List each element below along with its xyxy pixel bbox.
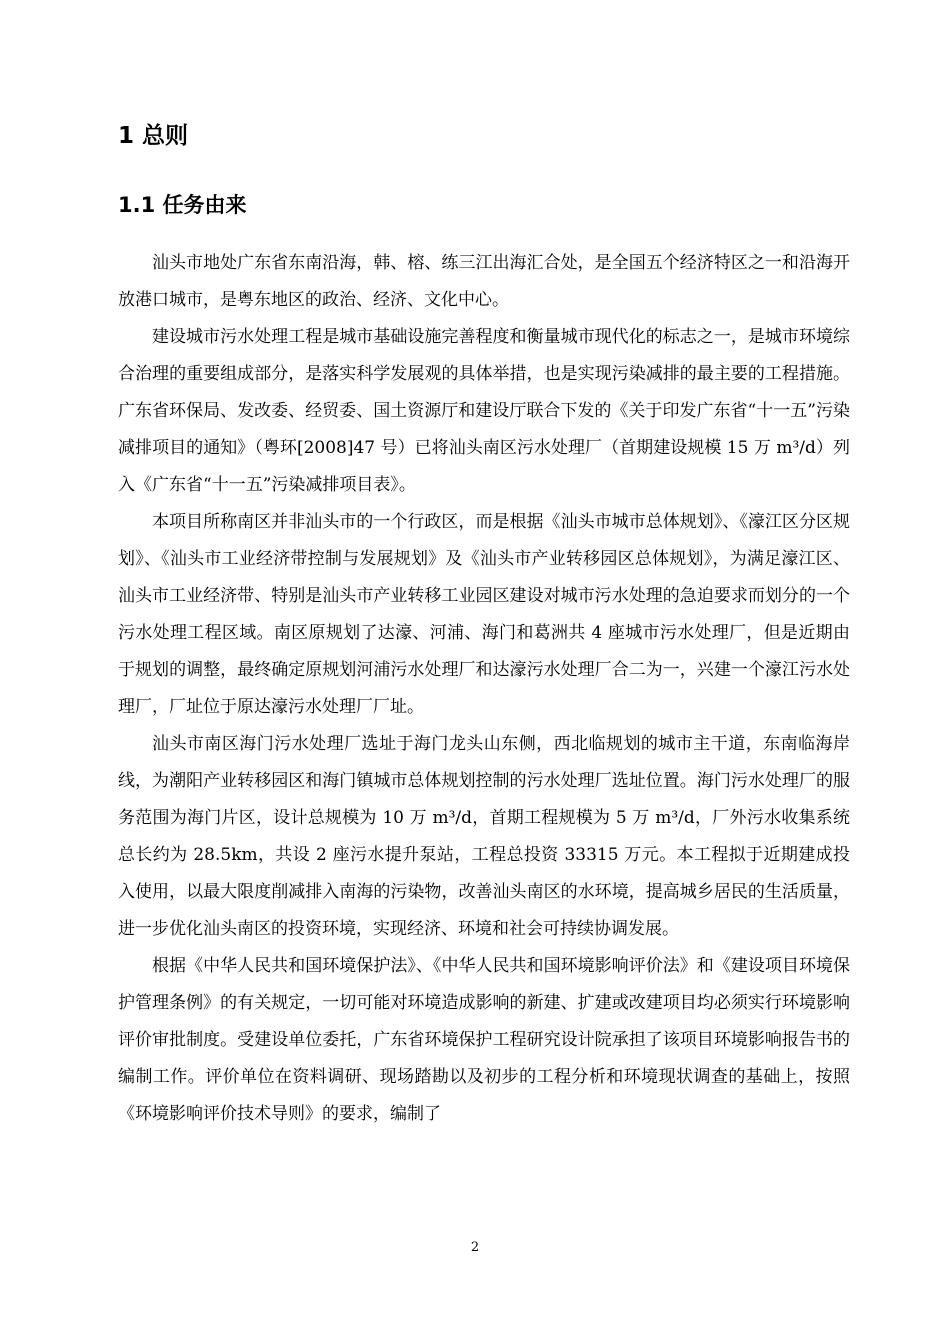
paragraph-haimen-plant: 汕头市南区海门污水处理厂选址于海门龙头山东侧，西北临规划的城市主干道，东南临海岸线，为潮阳产业转移园区和海门镇城市总体规划控制的污水处理厂选址位置。海门污水处理厂的服务范围为海门片区，设计总规模为 10 万 m³/d，首期工程规模为 5 万 m³/d，厂外污水收集系统总长约为 28.5km，共设 2 座污水提升泵站，工程总投资 33315 万元。本工程拟于近期建成投入使用，以最大限度削减排入南海的污染物，改善汕头南区的水环境，提高城乡居民的生活质量，进一步优化汕头南区的投资环境，实现经济、环境和社会可持续协调发展。 — [118, 734, 850, 939]
paragraph-location: 汕头市地处广东省东南沿海，韩、榕、练三江出海汇合处，是全国五个经济特区之一和沿海开放港口城市，是粤东地区的政治、经济、文化中心。 — [118, 253, 850, 310]
paragraph-south-district: 本项目所称南区并非汕头市的一个行政区，而是根据《汕头市城市总体规划》、《濠江区分区规划》、《汕头市工业经济带控制与发展规划》及《汕头市产业转移园区总体规划》，为满足濠江区、汕头市工业经济带、特别是汕头市产业转移工业园区建设对城市污水处理的急迫要求而划分的一个污水处理工程区域。南区原规划了达濠、河浦、海门和葛洲共 4 座城市污水处理厂，但是近期由于规划的调整，最终确定原规划河浦污水处理厂和达濠污水处理厂合二为一，兴建一个濠江污水处理厂，厂址位于原达濠污水处理厂厂址。 — [118, 512, 850, 717]
section-heading: 1.1 任务由来 — [118, 193, 247, 217]
paragraph-legal-basis: 根据《中华人民共和国环境保护法》、《中华人民共和国环境影响评价法》和《建设项目环境保护管理条例》的有关规定，一切可能对环境造成影响的新建、扩建或改建项目均必须实行环境影响评价审批制度。受建设单位委托，广东省环境保护工程研究设计院承担了该项目环境影响报告书的编制工作。评价单位在资料调研、现场踏勘以及初步的工程分析和环境现状调查的基础上，按照《环境影响评价技术导则》的要求，编制了 — [118, 956, 850, 1124]
chapter-heading: 1 总则 — [118, 123, 189, 149]
paragraph-sewage-importance: 建设城市污水处理工程是城市基础设施完善程度和衡量城市现代化的标志之一，是城市环境综合治理的重要组成部分，是落实科学发展观的具体举措，也是实现污染减排的最主要的工程措施。广东省环保局、发改委、经贸委、国土资源厅和建设厅联合下发的《关于印发广东省“十一五”污染减排项目的通知》（粤环[2008]47 号）已将汕头南区污水处理厂（首期建设规模 15 万 m³/d）列入《广东省“十一五”污染减排项目表》。 — [118, 327, 850, 495]
body-text — [118, 245, 850, 1133]
page-number: 2 — [470, 1240, 480, 1255]
